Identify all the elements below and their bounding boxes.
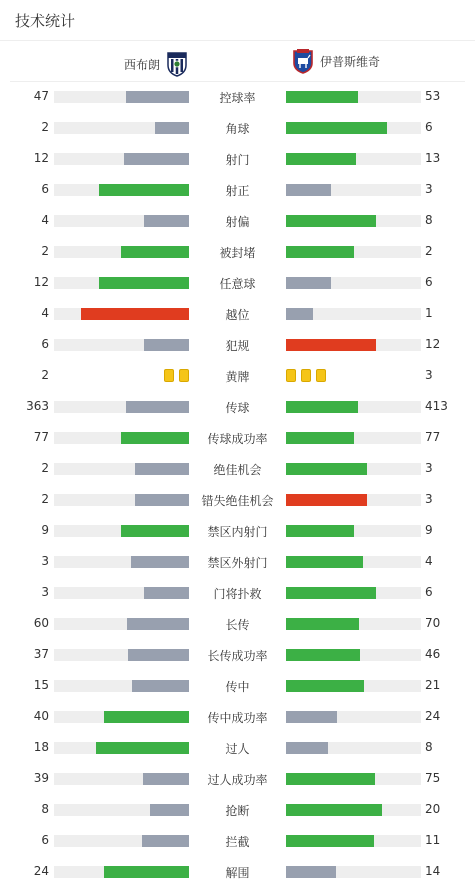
- home-stat-bar: [54, 804, 189, 816]
- stat-label: 禁区外射门: [207, 556, 268, 570]
- away-stat-bar-fill: [286, 618, 359, 630]
- home-stat-value: 2: [41, 368, 49, 382]
- away-stat-bar: [286, 153, 421, 165]
- home-stat-bar-fill: [128, 649, 189, 661]
- away-stat-bar-fill: [286, 835, 374, 847]
- away-stat-value: 3: [425, 461, 433, 475]
- stat-row: [0, 392, 475, 423]
- home-stat-bar: [54, 122, 189, 134]
- away-stat-value: 6: [425, 275, 433, 289]
- home-stat-bar-fill: [131, 556, 189, 568]
- away-stat-bar-fill: [286, 184, 331, 196]
- stat-row: [0, 330, 475, 361]
- stat-row: [0, 764, 475, 795]
- home-stat-value: 3: [41, 585, 49, 599]
- stats-list: [0, 82, 475, 888]
- home-stat-bar-fill: [135, 463, 189, 475]
- away-stat-bar: [286, 91, 421, 103]
- home-stat-bar: [54, 866, 189, 878]
- home-stat-value: 8: [41, 802, 49, 816]
- home-stat-value: 6: [41, 182, 49, 196]
- away-stat-value: 13: [425, 151, 441, 165]
- home-stat-bar: [54, 91, 189, 103]
- stat-label: 长传成功率: [207, 649, 268, 663]
- stat-label: 传球: [225, 401, 250, 415]
- stat-row: [0, 485, 475, 516]
- away-stat-bar: [286, 122, 421, 134]
- home-stat-value: 39: [33, 771, 49, 785]
- away-stat-bar-fill: [286, 463, 367, 475]
- home-stat-bar-fill: [150, 804, 189, 816]
- stat-label: 长传: [225, 618, 250, 632]
- home-yellow-cards: [164, 369, 189, 382]
- away-stat-bar: [286, 804, 421, 816]
- home-stat-value: 47: [33, 89, 49, 103]
- home-stat-value: 18: [33, 740, 49, 754]
- stat-row: [0, 361, 475, 392]
- stat-row: [0, 237, 475, 268]
- home-stat-bar: [54, 618, 189, 630]
- home-stat-bar: [54, 494, 189, 506]
- away-stat-value: 20: [425, 802, 441, 816]
- home-stat-value: 9: [41, 523, 49, 537]
- west-brom-crest-icon: [166, 51, 188, 77]
- stat-label: 射正: [225, 184, 250, 198]
- home-stat-value: 12: [33, 151, 49, 165]
- stat-row: [0, 299, 475, 330]
- away-stat-bar: [286, 835, 421, 847]
- away-stat-bar-fill: [286, 308, 313, 320]
- yellow-card-icon: [286, 369, 296, 382]
- away-stat-value: 53: [425, 89, 441, 103]
- home-stat-bar: [54, 711, 189, 723]
- stat-row: [0, 423, 475, 454]
- stat-row: [0, 175, 475, 206]
- home-stat-bar: [54, 835, 189, 847]
- away-stat-bar-fill: [286, 215, 376, 227]
- stat-label: 被封堵: [219, 246, 256, 260]
- home-stat-value: 15: [33, 678, 49, 692]
- stat-row: [0, 454, 475, 485]
- away-stat-value: 77: [425, 430, 441, 444]
- stat-label: 射偏: [225, 215, 250, 229]
- away-stat-value: 14: [425, 864, 441, 878]
- away-stat-bar: [286, 339, 421, 351]
- away-stat-bar: [286, 711, 421, 723]
- away-stat-value: 46: [425, 647, 441, 661]
- home-stat-bar-fill: [104, 711, 189, 723]
- home-team[interactable]: [124, 51, 188, 77]
- away-stat-bar: [286, 277, 421, 289]
- away-stat-bar-fill: [286, 525, 354, 537]
- stat-row: [0, 516, 475, 547]
- stat-row: [0, 857, 475, 888]
- stat-row: [0, 144, 475, 175]
- home-stat-value: 2: [41, 120, 49, 134]
- away-stat-bar: [286, 463, 421, 475]
- away-stat-value: 6: [425, 585, 433, 599]
- home-stat-bar-fill: [121, 246, 189, 258]
- stat-row: [0, 578, 475, 609]
- home-stat-bar-fill: [126, 401, 189, 413]
- away-stat-value: 8: [425, 213, 433, 227]
- stat-label: 过人成功率: [207, 773, 268, 787]
- away-stat-bar-fill: [286, 587, 376, 599]
- stat-row: [0, 826, 475, 857]
- away-stat-bar-fill: [286, 246, 354, 258]
- team-header: [10, 41, 465, 82]
- away-stat-value: 4: [425, 554, 433, 568]
- away-stat-bar: [286, 401, 421, 413]
- home-stat-value: 6: [41, 337, 49, 351]
- home-stat-bar: [54, 184, 189, 196]
- away-stat-bar-fill: [286, 804, 382, 816]
- page-title: 技术统计: [15, 12, 76, 30]
- stat-row: [0, 113, 475, 144]
- away-stat-bar-fill: [286, 649, 360, 661]
- home-stat-bar-fill: [99, 277, 189, 289]
- away-stat-value: 2: [425, 244, 433, 258]
- stat-row: [0, 671, 475, 702]
- away-stat-bar: [286, 432, 421, 444]
- stat-row: [0, 702, 475, 733]
- away-stat-bar: [286, 184, 421, 196]
- home-stat-bar-fill: [132, 680, 189, 692]
- stat-row: [0, 547, 475, 578]
- away-stat-bar-fill: [286, 122, 387, 134]
- home-team-name: 西布朗: [123, 57, 160, 72]
- home-stat-bar-fill: [155, 122, 189, 134]
- home-stat-bar-fill: [127, 618, 189, 630]
- stat-label: 黄牌: [225, 370, 250, 384]
- home-stat-bar: [54, 215, 189, 227]
- home-stat-bar-fill: [135, 494, 189, 506]
- away-stat-bar: [286, 494, 421, 506]
- away-stat-bar-fill: [286, 91, 358, 103]
- stat-label: 拦截: [225, 835, 250, 849]
- away-stat-value: 3: [425, 182, 433, 196]
- away-team[interactable]: [292, 48, 380, 74]
- stat-label: 门将扑救: [213, 587, 262, 601]
- stat-label: 传球成功率: [207, 432, 268, 446]
- away-stat-bar: [286, 680, 421, 692]
- away-stat-bar: [286, 618, 421, 630]
- home-stat-value: 2: [41, 461, 49, 475]
- away-stat-bar: [286, 866, 421, 878]
- home-stat-value: 3: [41, 554, 49, 568]
- home-stat-bar: [54, 432, 189, 444]
- home-stat-bar-fill: [142, 835, 189, 847]
- home-stat-bar-fill: [144, 587, 189, 599]
- home-stat-bar: [54, 587, 189, 599]
- home-stat-bar: [54, 649, 189, 661]
- yellow-card-icon: [164, 369, 174, 382]
- home-stat-bar: [54, 680, 189, 692]
- stat-label: 传中成功率: [207, 711, 268, 725]
- home-stat-bar: [54, 556, 189, 568]
- home-stat-bar-fill: [121, 525, 189, 537]
- home-stat-value: 2: [41, 244, 49, 258]
- home-stat-bar-fill: [124, 153, 189, 165]
- home-stat-bar: [54, 401, 189, 413]
- stat-label: 禁区内射门: [207, 525, 268, 539]
- stat-row: [0, 82, 475, 113]
- away-stat-value: 3: [425, 368, 433, 382]
- away-stat-value: 9: [425, 523, 433, 537]
- stat-label: 犯规: [225, 339, 250, 353]
- home-stat-value: 6: [41, 833, 49, 847]
- stat-label: 射门: [225, 153, 250, 167]
- away-stat-bar-fill: [286, 401, 358, 413]
- away-stat-value: 70: [425, 616, 441, 630]
- stat-row: [0, 640, 475, 671]
- yellow-card-icon: [316, 369, 326, 382]
- away-stat-bar: [286, 742, 421, 754]
- stat-label: 解围: [225, 866, 250, 880]
- home-stat-value: 363: [26, 399, 49, 413]
- away-stat-bar-fill: [286, 339, 376, 351]
- away-stat-value: 8: [425, 740, 433, 754]
- home-stat-value: 2: [41, 492, 49, 506]
- away-stat-bar-fill: [286, 866, 336, 878]
- stat-label: 绝佳机会: [213, 463, 262, 477]
- stat-row: [0, 733, 475, 764]
- away-stat-bar-fill: [286, 711, 337, 723]
- stat-label: 传中: [225, 680, 250, 694]
- home-stat-value: 24: [33, 864, 49, 878]
- away-stat-bar-fill: [286, 153, 356, 165]
- stat-label: 过人: [225, 742, 250, 756]
- title-bar: [0, 0, 475, 41]
- home-stat-bar: [54, 277, 189, 289]
- away-team-name: 伊普斯维奇: [320, 54, 381, 69]
- away-stat-value: 11: [425, 833, 441, 847]
- home-stat-bar: [54, 463, 189, 475]
- away-stat-bar-fill: [286, 680, 364, 692]
- stat-row: [0, 609, 475, 640]
- home-stat-value: 77: [33, 430, 49, 444]
- home-stat-bar-fill: [121, 432, 189, 444]
- away-stat-bar-fill: [286, 432, 354, 444]
- home-stat-bar: [54, 308, 189, 320]
- home-stat-bar: [54, 246, 189, 258]
- away-stat-bar-fill: [286, 494, 367, 506]
- stat-row: [0, 268, 475, 299]
- stat-row: [0, 206, 475, 237]
- home-stat-bar-fill: [126, 91, 189, 103]
- away-stat-value: 3: [425, 492, 433, 506]
- home-stat-bar-fill: [96, 742, 189, 754]
- away-stat-value: 6: [425, 120, 433, 134]
- home-stat-bar-fill: [144, 215, 189, 227]
- home-stat-bar-fill: [104, 866, 189, 878]
- stat-label: 越位: [225, 308, 250, 322]
- away-yellow-cards: [286, 369, 326, 382]
- home-stat-value: 4: [41, 213, 49, 227]
- away-stat-bar: [286, 308, 421, 320]
- stat-label: 任意球: [219, 277, 256, 291]
- stat-label: 抢断: [225, 804, 250, 818]
- home-stat-bar-fill: [81, 308, 189, 320]
- home-stat-value: 40: [33, 709, 49, 723]
- away-stat-bar: [286, 215, 421, 227]
- home-stat-bar-fill: [99, 184, 189, 196]
- ipswich-crest-icon: [292, 48, 314, 74]
- stat-row: [0, 795, 475, 826]
- home-stat-value: 37: [33, 647, 49, 661]
- away-stat-bar-fill: [286, 773, 375, 785]
- away-stat-bar: [286, 649, 421, 661]
- stat-label: 角球: [225, 122, 250, 136]
- away-stat-bar: [286, 773, 421, 785]
- away-stat-bar: [286, 587, 421, 599]
- home-stat-bar: [54, 525, 189, 537]
- away-stat-value: 75: [425, 771, 441, 785]
- home-stat-bar-fill: [143, 773, 189, 785]
- home-stat-value: 4: [41, 306, 49, 320]
- away-stat-value: 1: [425, 306, 433, 320]
- stat-label: 控球率: [219, 91, 256, 105]
- away-stat-bar-fill: [286, 742, 328, 754]
- away-stat-bar: [286, 246, 421, 258]
- home-stat-value: 12: [33, 275, 49, 289]
- away-stat-value: 12: [425, 337, 441, 351]
- away-stat-bar: [286, 556, 421, 568]
- home-stat-bar: [54, 773, 189, 785]
- away-stat-value: 21: [425, 678, 441, 692]
- home-stat-bar: [54, 153, 189, 165]
- home-stat-value: 60: [33, 616, 49, 630]
- stat-label: 错失绝佳机会: [201, 494, 274, 508]
- away-stat-value: 413: [425, 399, 448, 413]
- home-stat-bar-fill: [144, 339, 189, 351]
- home-stat-bar: [54, 339, 189, 351]
- away-stat-bar: [286, 525, 421, 537]
- away-stat-value: 24: [425, 709, 441, 723]
- away-stat-bar-fill: [286, 277, 331, 289]
- home-stat-bar: [54, 742, 189, 754]
- yellow-card-icon: [179, 369, 189, 382]
- away-stat-bar-fill: [286, 556, 363, 568]
- yellow-card-icon: [301, 369, 311, 382]
